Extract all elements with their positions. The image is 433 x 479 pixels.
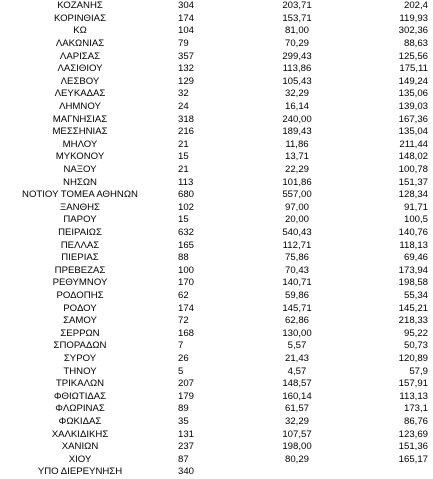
cases-cell: 104: [178, 25, 195, 37]
cases-cell: 680: [178, 189, 195, 201]
table-row: [0, 290, 433, 303]
table-row: [0, 303, 433, 316]
table-row: [0, 340, 433, 353]
table-row: [0, 378, 433, 391]
table-row: [0, 51, 433, 64]
average-cell: 130,00: [282, 327, 312, 339]
cases-cell: 35: [178, 416, 189, 427]
table-row: [0, 139, 433, 152]
regional-unit-cell: ΛΑΚΩΝΙΑΣ: [55, 38, 105, 49]
regional-unit-cell: ΛΑΡΙΣΑΣ: [59, 50, 101, 62]
average-cell: 140,71: [282, 277, 312, 289]
regional-unit-cell: ΛΕΥΚΑΔΑΣ: [54, 88, 106, 100]
cases-cell: 72: [178, 315, 189, 327]
cases-cell: 24: [178, 101, 189, 112]
cases-cell: 113: [178, 176, 194, 188]
table-row: [0, 265, 433, 278]
rate-cell: 167,36: [398, 113, 428, 125]
cases-cell: 132: [178, 63, 195, 75]
rate-cell: 148,02: [398, 151, 428, 163]
table-row: [0, 328, 433, 341]
rate-cell: 100,5: [403, 214, 428, 226]
table-row: [0, 277, 433, 290]
rate-cell: 175,11: [399, 63, 428, 75]
table-row: [0, 441, 433, 454]
cases-cell: 179: [178, 390, 195, 402]
cases-cell: 15: [178, 151, 189, 163]
regional-unit-cell: ΦΩΚΙΔΑΣ: [58, 416, 102, 427]
regional-unit-cell: ΤΗΝΟΥ: [63, 365, 97, 377]
table-row: [0, 88, 433, 101]
cases-cell: 32: [178, 88, 189, 100]
average-cell: 20,00: [284, 214, 309, 226]
table-row: [0, 63, 433, 76]
regional-unit-cell: ΝΗΣΩΝ: [63, 176, 97, 188]
regional-unit-cell: ΧΑΛΚΙΔΙΚΗΣ: [51, 428, 109, 440]
average-cell: 203,71: [282, 0, 312, 12]
table-row: [0, 126, 433, 139]
rate-cell: 173,94: [398, 264, 428, 276]
cases-cell: 62: [178, 290, 189, 301]
cases-cell: 318: [178, 113, 195, 125]
regional-unit-cell: ΚΩ: [73, 25, 87, 37]
average-cell: 70,29: [284, 38, 309, 49]
cases-cell: 102: [178, 201, 195, 213]
table-row: [0, 151, 433, 164]
average-cell: 81,00: [284, 25, 309, 37]
cases-cell: 165: [178, 239, 195, 251]
table-row: [0, 252, 433, 265]
regional-unit-cell: ΥΠΟ ΔΙΕΡΕΥΝΗΣΗ: [37, 466, 123, 478]
regional-unit-cell: ΦΘΙΩΤΙΔΑΣ: [53, 390, 107, 402]
table-row: [0, 315, 433, 328]
table-row: [0, 38, 433, 51]
table-row: [0, 25, 433, 38]
cases-cell: 129: [178, 75, 195, 87]
table-row: [0, 416, 433, 429]
regional-unit-cell: ΣΥΡΟΥ: [63, 353, 97, 364]
rate-cell: 151,37: [398, 176, 428, 188]
table-row: [0, 114, 433, 127]
regional-unit-cell: ΣΠΟΡΑΔΩΝ: [53, 340, 107, 352]
rate-cell: 211,44: [399, 138, 428, 150]
table-row: [0, 366, 433, 379]
rate-cell: 88,63: [403, 38, 428, 49]
regional-unit-cell: ΠΕΙΡΑΙΩΣ: [58, 227, 102, 238]
table-row: [0, 454, 433, 467]
rate-cell: 151,36: [398, 441, 428, 453]
table-row: [0, 202, 433, 215]
table-row: [0, 177, 433, 190]
regional-unit-cell: ΦΛΩΡΙΝΑΣ: [55, 403, 105, 415]
rate-cell: 128,34: [398, 189, 428, 201]
table-row: [0, 403, 433, 416]
average-cell: 16,14: [284, 101, 309, 112]
average-cell: 101,86: [282, 176, 312, 188]
cases-cell: 100: [178, 264, 195, 276]
rate-cell: 55,34: [403, 290, 428, 301]
average-cell: 70,43: [284, 264, 309, 276]
rate-cell: 202,4: [403, 0, 428, 12]
regional-unit-cell: ΡΟΔΟΥ: [63, 302, 97, 314]
cases-cell: 5: [178, 365, 184, 377]
rate-cell: 57,9: [409, 365, 428, 377]
rate-cell: 50,73: [403, 340, 428, 352]
average-cell: 153,71: [282, 12, 312, 24]
regional-unit-cell: ΠΡΕΒΕΖΑΣ: [54, 264, 106, 276]
cases-cell: 21: [178, 164, 189, 175]
cases-cell: 632: [178, 227, 195, 238]
rate-cell: 145,21: [398, 302, 428, 314]
average-cell: 113,86: [282, 63, 312, 75]
cases-cell: 216: [178, 126, 195, 138]
regional-unit-cell: ΜΕΣΣΗΝΙΑΣ: [52, 126, 108, 138]
rate-cell: 100,78: [398, 164, 428, 175]
regional-unit-cell: ΠΙΕΡΙΑΣ: [61, 252, 99, 264]
rate-cell: 119,93: [399, 12, 428, 24]
rate-cell: 165,17: [398, 453, 428, 465]
rate-cell: 140,76: [398, 227, 428, 238]
regional-unit-cell: ΣΑΜΟΥ: [63, 315, 97, 327]
average-cell: 32,29: [284, 416, 309, 427]
cases-cell: 357: [178, 50, 195, 62]
regional-unit-cell: ΛΑΣΙΘΙΟΥ: [57, 63, 103, 75]
rate-cell: [360, 466, 428, 479]
regional-unit-cell: ΡΕΘΥΜΝΟΥ: [52, 277, 108, 289]
average-cell: 75,86: [284, 252, 309, 264]
table-row: [0, 429, 433, 442]
average-cell: 62,86: [284, 315, 309, 327]
rate-cell: 135,04: [398, 126, 428, 138]
table-row: [0, 189, 433, 202]
average-cell: 59,86: [284, 290, 309, 301]
table-row: [0, 214, 433, 227]
rate-cell: 135,06: [398, 88, 428, 100]
rate-cell: 86,76: [403, 416, 428, 427]
average-cell: [262, 466, 332, 479]
regional-unit-cell: ΤΡΙΚΑΛΩΝ: [55, 378, 105, 390]
regional-unit-cell: ΛΗΜΝΟΥ: [59, 101, 101, 112]
table-row: [0, 0, 433, 13]
average-cell: 22,29: [284, 164, 309, 175]
rate-cell: 149,24: [398, 75, 428, 87]
regional-unit-cell: ΜΥΚΟΝΟΥ: [55, 151, 105, 163]
average-cell: 145,71: [282, 302, 312, 314]
regional-unit-cell: ΞΑΝΘΗΣ: [60, 201, 100, 213]
average-cell: 97,00: [284, 201, 309, 213]
rate-cell: 302,36: [398, 25, 428, 37]
rate-cell: 120,89: [398, 353, 428, 364]
rate-cell: 173,1: [403, 403, 428, 415]
rate-cell: 113,13: [399, 390, 428, 402]
average-cell: 5,57: [287, 340, 307, 352]
average-cell: 107,57: [282, 428, 312, 440]
average-cell: 105,43: [282, 75, 312, 87]
cases-cell: 237: [178, 441, 195, 453]
average-cell: 240,00: [282, 113, 312, 125]
table-row: [0, 164, 433, 177]
cases-cell: 131: [178, 428, 195, 440]
regional-unit-cell: ΠΕΛΛΑΣ: [60, 239, 100, 251]
rate-cell: 218,33: [398, 315, 428, 327]
regional-unit-cell: ΡΟΔΟΠΗΣ: [56, 290, 104, 301]
table-row: [0, 76, 433, 89]
rate-cell: 157,91: [398, 378, 428, 390]
regional-unit-cell: ΝΑΞΟΥ: [63, 164, 97, 175]
cases-cell: 7: [178, 340, 184, 352]
table-row: [0, 227, 433, 240]
table-row: [0, 13, 433, 26]
average-cell: 160,14: [282, 390, 312, 402]
regional-unit-cell: ΣΕΡΡΩΝ: [60, 327, 100, 339]
rate-cell: 198,58: [398, 277, 428, 289]
cases-cell: 21: [178, 138, 189, 150]
average-cell: 557,00: [282, 189, 312, 201]
average-cell: 80,29: [284, 453, 309, 465]
average-cell: 21,43: [284, 353, 309, 364]
cases-cell: 207: [178, 378, 195, 390]
regional-unit-cell: ΝΟΤΙΟΥ ΤΟΜΕΑ ΑΘΗΝΩΝ: [22, 189, 138, 201]
cases-cell: 174: [178, 12, 195, 24]
cases-cell: 89: [178, 403, 189, 415]
average-cell: 4,57: [287, 365, 307, 377]
table-row: [0, 101, 433, 114]
average-cell: 540,43: [282, 227, 312, 238]
regional-unit-cell: ΚΟΡΙΝΘΙΑΣ: [53, 12, 107, 24]
cases-cell: 15: [178, 214, 189, 226]
regional-unit-cell: ΧΙΟΥ: [68, 453, 92, 465]
average-cell: 32,29: [284, 88, 309, 100]
cases-cell: 340: [178, 466, 195, 478]
cases-cell: 304: [178, 0, 195, 12]
average-cell: 148,57: [282, 378, 312, 390]
cases-cell: 168: [178, 327, 195, 339]
regional-unit-cell: ΧΑΝΙΩΝ: [61, 441, 99, 453]
average-cell: 11,86: [285, 138, 309, 150]
rate-cell: 118,13: [399, 239, 428, 251]
average-cell: 13,71: [284, 151, 309, 163]
cases-cell: 88: [178, 252, 189, 264]
cases-cell: 174: [178, 302, 195, 314]
regional-unit-cell: ΜΗΛΟΥ: [62, 138, 98, 150]
regional-unit-cell: ΛΕΣΒΟΥ: [60, 75, 100, 87]
table-row: [0, 353, 433, 366]
average-cell: 61,57: [284, 403, 309, 415]
rate-cell: 95,22: [403, 327, 428, 339]
cases-cell: 26: [178, 353, 189, 364]
rate-cell: 123,69: [398, 428, 428, 440]
average-cell: 189,43: [282, 126, 312, 138]
rate-cell: 91,71: [403, 201, 428, 213]
table-row: [0, 466, 433, 479]
cases-cell: 79: [178, 38, 189, 49]
regional-unit-cell: ΚΟΖΑΝΗΣ: [57, 0, 103, 12]
table-row: [0, 240, 433, 253]
table-row: [0, 391, 433, 404]
cases-cell: 170: [178, 277, 195, 289]
regional-unit-cell: ΠΑΡΟΥ: [63, 214, 97, 226]
rate-cell: 125,56: [398, 50, 428, 62]
rate-cell: 139,03: [398, 101, 428, 112]
cases-cell: 87: [178, 453, 189, 465]
regional-unit-cell: ΜΑΓΝΗΣΙΑΣ: [52, 113, 108, 125]
average-cell: 112,71: [282, 239, 312, 251]
average-cell: 198,00: [282, 441, 312, 453]
rate-cell: 69,46: [403, 252, 428, 264]
average-cell: 299,43: [282, 50, 312, 62]
